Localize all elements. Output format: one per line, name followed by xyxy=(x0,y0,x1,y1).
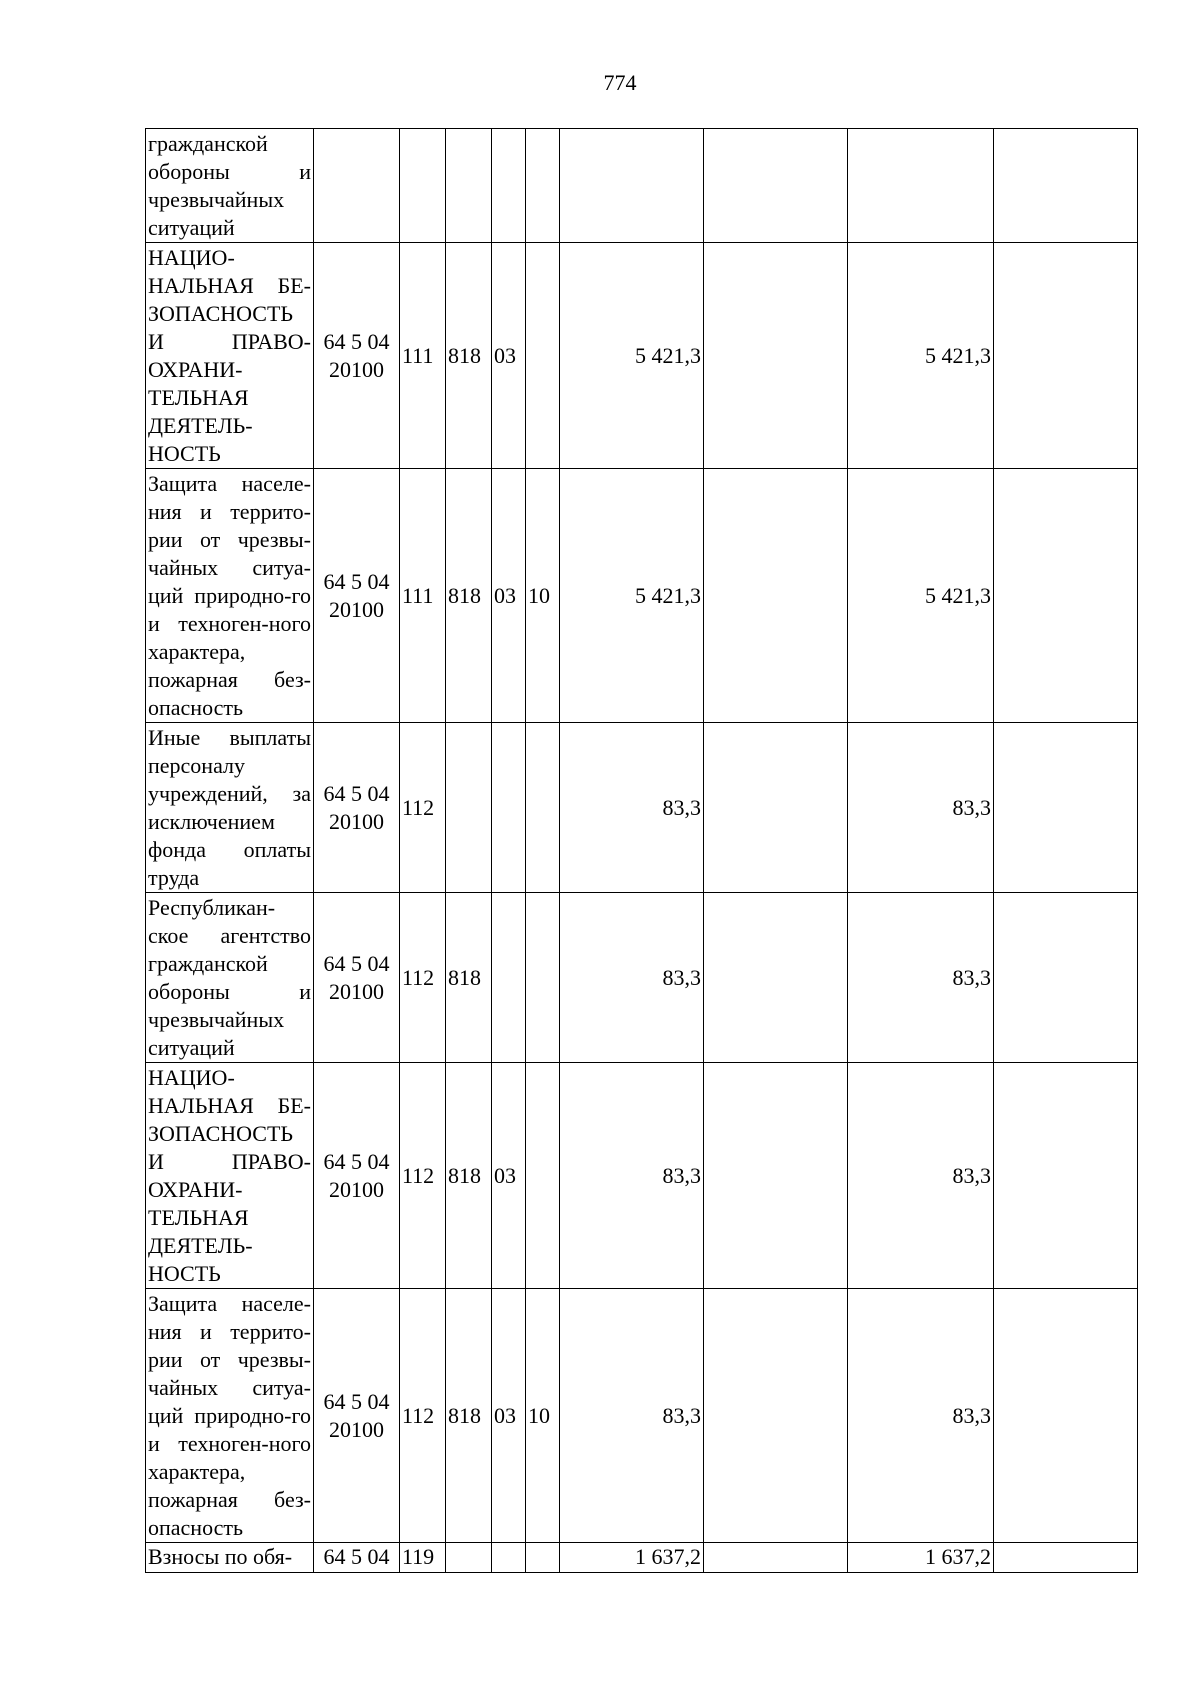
table-row xyxy=(146,129,1138,243)
amount-col2 xyxy=(704,1543,848,1573)
row-name: Взносы по обя- xyxy=(146,1543,314,1573)
row-name: гражданской обороны и чрезвычайных ситуаций xyxy=(146,129,314,243)
amount-col3: 5 421,3 xyxy=(848,469,994,723)
row-name: Защита населе-ния и террито-рии от чрезвы-чайных ситуа-ций природно-го и техноген-ного характера, пожарная без-опасность xyxy=(146,469,314,723)
row-name: НАЦИО-НАЛЬНАЯ БЕ-ЗОПАСНОСТЬ И ПРАВО-ОХРАНИ-ТЕЛЬНАЯ ДЕЯТЕЛЬ-НОСТЬ xyxy=(146,243,314,469)
expense-type: 119 xyxy=(400,1543,446,1573)
section-code: 03 xyxy=(492,469,526,723)
row-name: Защита населе-ния и террито-рии от чрезвы-чайных ситуа-ций природно-го и техноген-ного характера, пожарная без-опасность xyxy=(146,1289,314,1543)
target-code: 64 5 04 20100 xyxy=(314,723,400,893)
amount-col4 xyxy=(994,1543,1138,1573)
administrator-code xyxy=(446,723,492,893)
table-row xyxy=(146,893,1138,1063)
subsection-code xyxy=(526,893,560,1063)
administrator-code: 818 xyxy=(446,469,492,723)
table-row xyxy=(146,1063,1138,1289)
target-code: 64 5 04 20100 xyxy=(314,1289,400,1543)
table-row xyxy=(146,1543,1138,1573)
section-code xyxy=(492,893,526,1063)
section-code: 03 xyxy=(492,243,526,469)
amount-col4 xyxy=(994,129,1138,243)
administrator-code xyxy=(446,129,492,243)
amount-col4 xyxy=(994,723,1138,893)
target-code: 64 5 04 20100 xyxy=(314,469,400,723)
amount-col4 xyxy=(994,469,1138,723)
administrator-code: 818 xyxy=(446,243,492,469)
amount-total: 5 421,3 xyxy=(560,469,704,723)
target-code: 64 5 04 20100 xyxy=(314,243,400,469)
amount-total: 5 421,3 xyxy=(560,243,704,469)
amount-col2 xyxy=(704,469,848,723)
table-row xyxy=(146,723,1138,893)
subsection-code: 10 xyxy=(526,1289,560,1543)
expense-type: 112 xyxy=(400,893,446,1063)
target-code: 64 5 04 20100 xyxy=(314,1063,400,1289)
section-code xyxy=(492,1543,526,1573)
amount-col3: 83,3 xyxy=(848,1289,994,1543)
page-number: 774 xyxy=(603,70,637,95)
amount-total: 83,3 xyxy=(560,893,704,1063)
section-code xyxy=(492,129,526,243)
administrator-code: 818 xyxy=(446,1289,492,1543)
amount-col3 xyxy=(848,129,994,243)
expense-type xyxy=(400,129,446,243)
amount-col3: 83,3 xyxy=(848,1063,994,1289)
amount-col3: 83,3 xyxy=(848,893,994,1063)
section-code xyxy=(492,723,526,893)
target-code: 64 5 04 xyxy=(314,1543,400,1573)
subsection-code xyxy=(526,1063,560,1289)
expense-type: 112 xyxy=(400,1063,446,1289)
subsection-code xyxy=(526,723,560,893)
row-name: НАЦИО-НАЛЬНАЯ БЕ-ЗОПАСНОСТЬ И ПРАВО-ОХРАНИ-ТЕЛЬНАЯ ДЕЯТЕЛЬ-НОСТЬ xyxy=(146,1063,314,1289)
amount-total: 83,3 xyxy=(560,1063,704,1289)
administrator-code xyxy=(446,1543,492,1573)
expense-type: 111 xyxy=(400,469,446,723)
subsection-code xyxy=(526,243,560,469)
amount-col2 xyxy=(704,1289,848,1543)
subsection-code: 10 xyxy=(526,469,560,723)
amount-col2 xyxy=(704,243,848,469)
amount-col2 xyxy=(704,723,848,893)
amount-col2 xyxy=(704,1063,848,1289)
expense-type: 111 xyxy=(400,243,446,469)
table-row xyxy=(146,243,1138,469)
budget-table xyxy=(145,128,1138,1573)
row-name: Республикан-ское агентство гражданской обороны и чрезвычайных ситуаций xyxy=(146,893,314,1063)
amount-col2 xyxy=(704,129,848,243)
table-row xyxy=(146,469,1138,723)
amount-col2 xyxy=(704,893,848,1063)
expense-type: 112 xyxy=(400,723,446,893)
amount-col4 xyxy=(994,893,1138,1063)
amount-col3: 5 421,3 xyxy=(848,243,994,469)
row-name: Иные выплаты персоналу учреждений, за исключением фонда оплаты труда xyxy=(146,723,314,893)
amount-total xyxy=(560,129,704,243)
expense-type: 112 xyxy=(400,1289,446,1543)
section-code: 03 xyxy=(492,1289,526,1543)
amount-col3: 1 637,2 xyxy=(848,1543,994,1573)
table-row xyxy=(146,1289,1138,1543)
target-code: 64 5 04 20100 xyxy=(314,893,400,1063)
amount-col4 xyxy=(994,1063,1138,1289)
target-code xyxy=(314,129,400,243)
administrator-code: 818 xyxy=(446,1063,492,1289)
amount-col4 xyxy=(994,243,1138,469)
amount-total: 83,3 xyxy=(560,723,704,893)
amount-col4 xyxy=(994,1289,1138,1543)
amount-col3: 83,3 xyxy=(848,723,994,893)
amount-total: 83,3 xyxy=(560,1289,704,1543)
subsection-code xyxy=(526,1543,560,1573)
amount-total: 1 637,2 xyxy=(560,1543,704,1573)
section-code: 03 xyxy=(492,1063,526,1289)
administrator-code: 818 xyxy=(446,893,492,1063)
subsection-code xyxy=(526,129,560,243)
